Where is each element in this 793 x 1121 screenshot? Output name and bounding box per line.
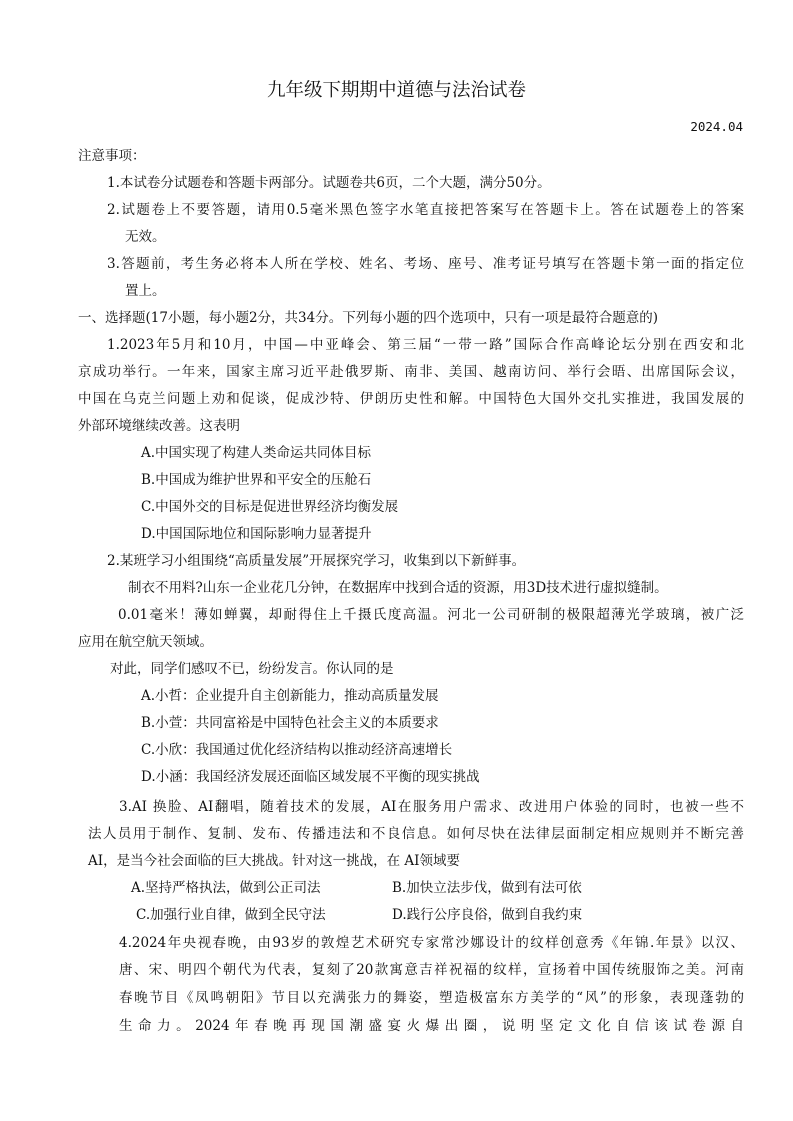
question-line: 春晚节目《凤鸣朝阳》节目以充满张力的舞姿，塑造极富东方美学的“风”的形象，表现蓬勃的 [119, 990, 744, 1006]
answer-option: B.加快立法步伐，做到有法可依 [392, 880, 582, 896]
answer-option: B.中国成为维护世界和平安全的压舱石 [141, 472, 372, 488]
question-line: 0.01毫米！薄如蝉翼，却耐得住上千摄氏度高温。河北一公司研制的极限超薄光学玻璃，被广泛 [118, 607, 744, 623]
answer-option: C.小欣：我国通过优化经济结构以推动经济高速增长 [141, 742, 453, 758]
note-item: 1.本试卷分试题卷和答题卡两部分。试题卷共6页，二个大题，满分50分。 [107, 175, 551, 191]
notes-heading: 注意事项： [78, 148, 146, 164]
answer-option: D.践行公序良俗，做到自我约束 [392, 907, 583, 923]
note-item: 2.试题卷上不要答题，请用0.5毫米黑色签字水笔直接把答案写在答题卡上。答在试题卷上的答案 [107, 202, 744, 218]
question-line: 外部环境继续改善。这表明 [78, 418, 240, 434]
note-item-continued: 无效。 [125, 229, 166, 245]
question-line: 应用在航空航天领域。 [78, 634, 213, 650]
section-heading: 一、选择题(17小题，每小题2分，共34分。下列每小题的四个选项中，只有一项是最符合题意的) [78, 310, 658, 326]
answer-option: D.小涵：我国经济发展还面临区域发展不平衡的现实挑战 [141, 769, 480, 785]
answer-option: D.中国国际地位和国际影响力显著提升 [141, 526, 372, 542]
question-line: 4.2024年央视春晚，由93岁的敦煌艺术研究专家常沙娜设计的纹样创意秀《年锦.年景》以汉、 [119, 935, 744, 951]
question-line: 1.2023年5月和10月，中国—中亚峰会、第三届“一带一路”国际合作高峰论坛分别在西安和北 [107, 337, 744, 353]
answer-option: A.中国实现了构建人类命运共同体目标 [141, 445, 372, 461]
answer-option: A.小哲：企业提升自主创新能力，推动高质量发展 [141, 688, 439, 704]
answer-option: B.小萱：共同富裕是中国特色社会主义的本质要求 [141, 715, 439, 731]
question-line: 京成功举行。一年来，国家主席习近平赴俄罗斯、南非、美国、越南访问、举行会晤、出席国际会议， [78, 364, 744, 380]
question-line: 法人员用于制作、复制、发布、传播违法和不良信息。如何尽快在法律层面制定相应规则并不断完善 [88, 826, 744, 842]
question-line: 对此，同学们感叹不已，纷纷发言。你认同的是 [110, 661, 394, 677]
question-line: AI，是当今社会面临的巨大挑战。针对这一挑战，在 AI领域要 [88, 853, 460, 869]
page-title: 九年级下期期中道德与法治试卷 [266, 80, 526, 101]
question-line: 3.AI 换脸、AI翻唱，随着技术的发展，AI在服务用户需求、改进用户体验的同时，也被一些不 [119, 799, 744, 815]
note-item: 3.答题前，考生务必将本人所在学校、姓名、考场、座号、准考证号填写在答题卡第一面的指定位 [107, 256, 744, 272]
question-line: 2.某班学习小组围绕“高质量发展”开展探究学习，收集到以下新鲜事。 [107, 553, 526, 569]
question-line: 制衣不用料?山东一企业花几分钟，在数据库中找到合适的资源，用3D技术进行虚拟缝制。 [128, 580, 668, 596]
question-line: 唐、宋、明四个朝代为代表，复刻了20款寓意吉祥祝福的纹样，宣扬着中国传统服饰之美。河南 [119, 962, 744, 978]
answer-option: C.加强行业自律，做到全民守法 [136, 907, 326, 923]
question-line: 生命力。2024年春晚再现国潮盛宴火爆出圈，说明坚定文化自信该试卷源自 [119, 1018, 744, 1034]
answer-option: C.中国外交的目标是促进世界经济均衡发展 [141, 499, 399, 515]
question-line: 中国在乌克兰问题上劝和促谈，促成沙特、伊朗历史性和解。中国特色大国外交扎实推进，我国发展的 [78, 391, 744, 407]
note-item-continued: 置上。 [125, 283, 166, 299]
answer-option: A.坚持严格执法，做到公正司法 [131, 880, 321, 896]
exam-date: 2024.04 [690, 119, 743, 134]
